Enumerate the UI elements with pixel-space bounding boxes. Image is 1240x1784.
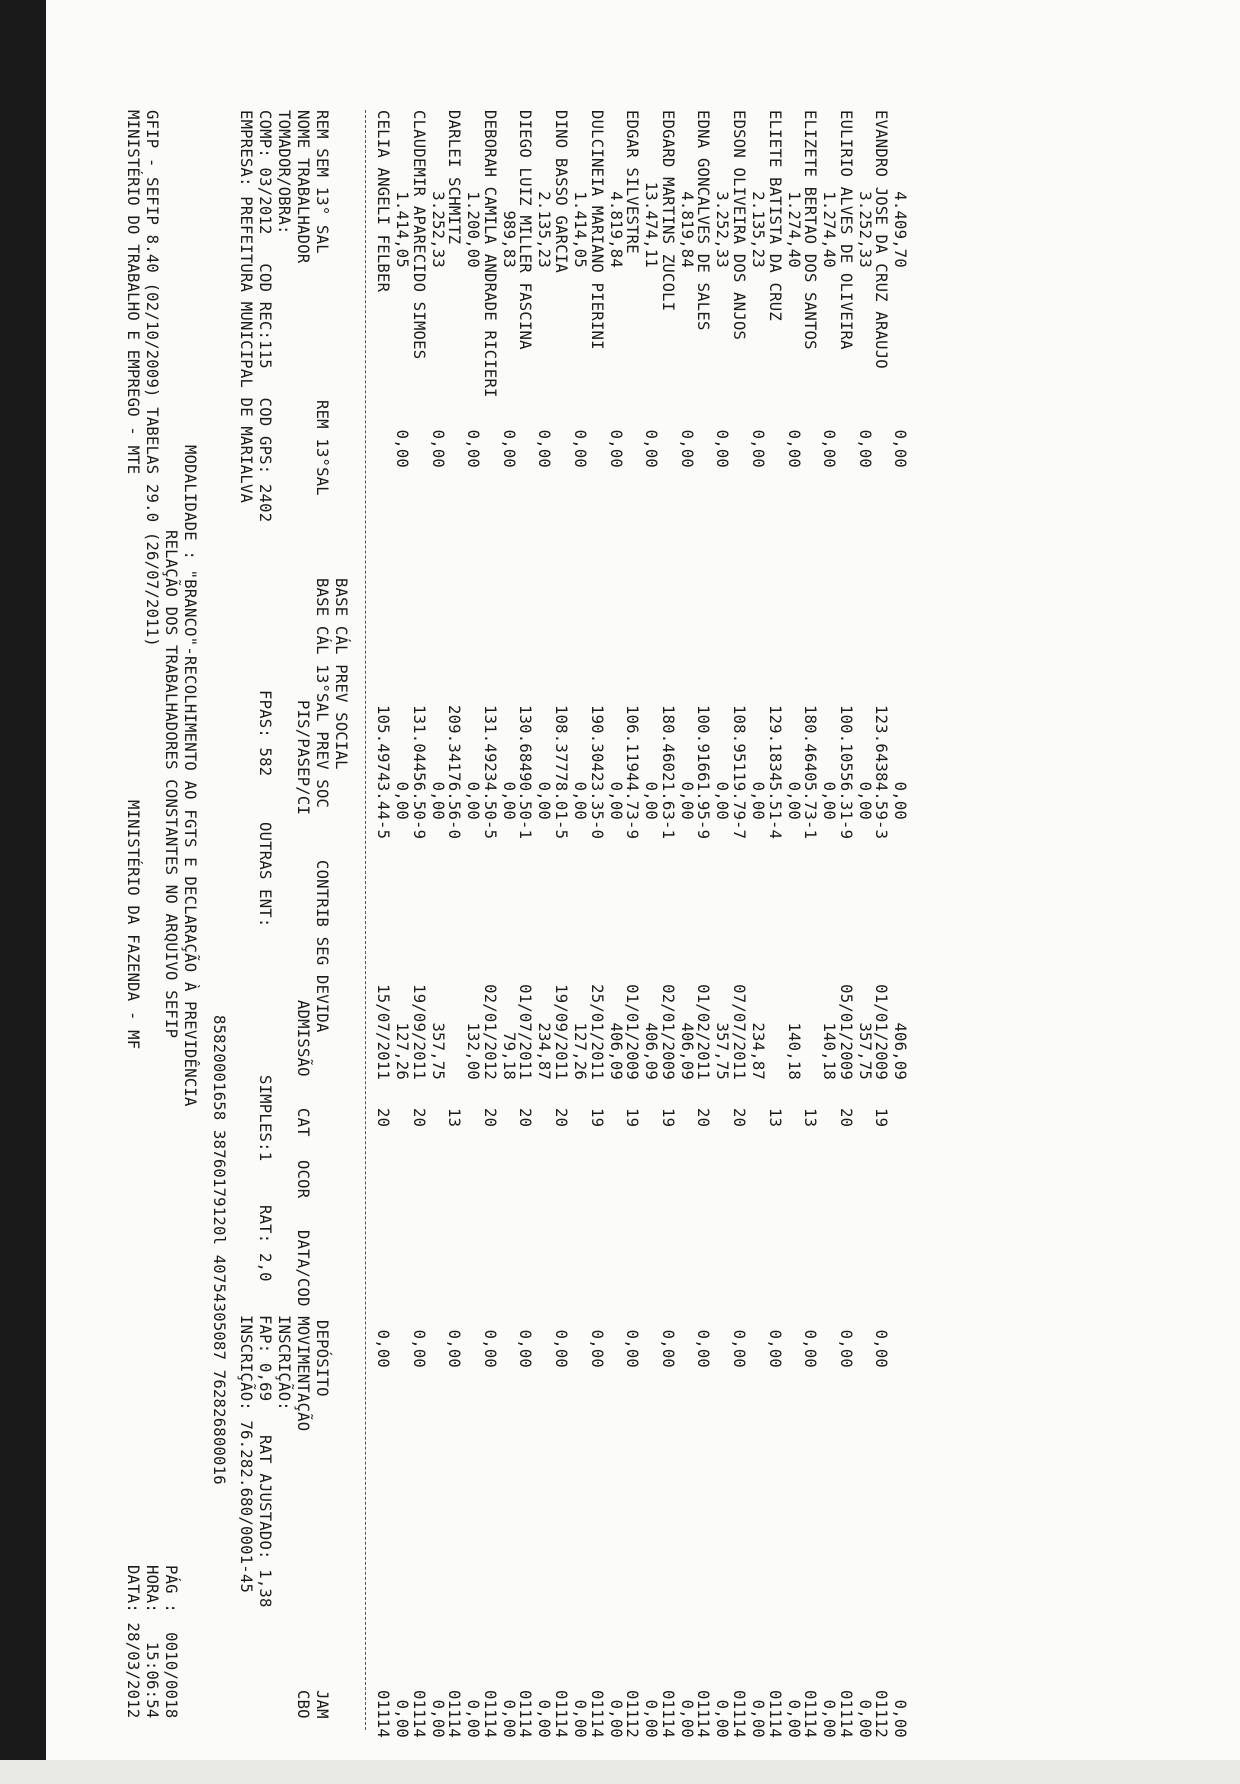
header-divider <box>365 110 366 1730</box>
col-rem-13: REM 13°SAL <box>313 400 331 496</box>
worker-rem-13: 0,00 <box>855 429 874 468</box>
worker-contrib: 234,87 <box>749 1022 767 1080</box>
outras-entidades: OUTRAS ENT: <box>256 822 274 928</box>
worker-base-13: 0,00 <box>428 781 447 820</box>
col-base-prev: BASE CÁL PREV SOCIAL <box>332 578 350 770</box>
worker-name: DEBORAH CAMILA ANDRADE RICIERI <box>480 110 499 398</box>
worker-cbo: 01114 <box>836 1690 855 1738</box>
worker-base-13: 0,00 <box>393 781 411 820</box>
worker-cat: 20 <box>552 1108 570 1128</box>
worker-jam: 0,00 <box>606 1699 625 1738</box>
worker-deposito: 0,00 <box>801 1329 820 1368</box>
worker-rem-13: 0,00 <box>784 429 803 468</box>
company-name: EMPRESA: PREFEITURA MUNICIPAL DE MARIALVA <box>237 110 255 504</box>
tomador-inscricao: INSCRIÇÃO: <box>275 1315 293 1411</box>
worker-rem-sem-13: 1.274,40 <box>820 191 839 268</box>
worker-deposito: 0,00 <box>623 1329 642 1368</box>
worker-jam: 0,00 <box>855 1699 874 1738</box>
worker-deposito: 0,00 <box>480 1329 499 1368</box>
worker-rem-13: 0,00 <box>499 429 518 468</box>
worker-cat: 20 <box>836 1108 855 1128</box>
col-contrib: CONTRIB SEG DEVIDA <box>313 860 331 1033</box>
worker-cat: 20 <box>730 1108 748 1128</box>
report-time: HORA: 15:06:54 <box>143 1565 161 1719</box>
worker-cbo: 01114 <box>587 1690 606 1738</box>
worker-cbo: 01114 <box>765 1690 784 1738</box>
worker-admissao: 15/07/2011 <box>374 984 392 1080</box>
worker-rem-13: 0,00 <box>749 429 767 468</box>
worker-rem-sem-13: 13.474,11 <box>642 181 661 268</box>
worker-cbo: 01112 <box>623 1690 642 1738</box>
worker-jam: 0,00 <box>571 1699 589 1738</box>
worker-pis: 108.95119.79-7 <box>730 705 748 840</box>
worker-admissao: 01/02/2011 <box>694 984 713 1080</box>
worker-contrib: 357,75 <box>713 1022 732 1080</box>
worker-name: EULIRIO ALVES DE OLIVEIRA <box>836 110 855 350</box>
worker-base-13: 0,00 <box>535 781 554 820</box>
worker-jam: 0,00 <box>535 1699 554 1738</box>
worker-jam: 0,00 <box>428 1699 447 1738</box>
worker-rem-sem-13: 3.252,33 <box>855 191 874 268</box>
worker-rem-13: 0,00 <box>891 429 910 468</box>
col-ocor: OCOR <box>294 1160 312 1199</box>
worker-cbo: 01114 <box>658 1690 677 1738</box>
worker-rem-sem-13: 2.135,23 <box>749 191 767 268</box>
worker-name: EVANDRO JOSE DA CRUZ ARAUJO <box>872 110 891 369</box>
worker-rem-sem-13: 1.414,05 <box>571 191 589 268</box>
worker-contrib: 406,09 <box>606 1022 625 1080</box>
worker-rem-sem-13: 1.274,40 <box>784 191 803 268</box>
worker-contrib: 79,18 <box>499 1032 518 1080</box>
worker-admissao: 02/01/2009 <box>658 984 677 1080</box>
worker-cbo: 01114 <box>516 1690 535 1738</box>
worker-cbo: 01114 <box>445 1690 464 1738</box>
worker-rem-13: 0,00 <box>428 429 447 468</box>
worker-jam: 0,00 <box>464 1699 483 1738</box>
ministry-left: MINISTÉRIO DO TRABALHO E EMPREGO - MTE <box>124 110 142 475</box>
company-inscricao: INSCRIÇÃO: 76.282.680/0001-45 <box>237 1315 255 1594</box>
worker-name: ELIETE BATISTA DA CRUZ <box>765 110 784 321</box>
worker-name: DULCINEIA MARIANO PIERINI <box>587 110 606 350</box>
worker-cat: 20 <box>694 1108 713 1128</box>
worker-cbo: 01114 <box>480 1690 499 1738</box>
worker-base-13: 0,00 <box>820 781 839 820</box>
worker-cbo: 01114 <box>374 1690 392 1738</box>
worker-contrib: 127,26 <box>393 1022 411 1080</box>
worker-rem-13: 0,00 <box>820 429 839 468</box>
col-jam: JAM <box>313 1690 331 1719</box>
worker-name: EDGAR SILVESTRE <box>623 110 642 254</box>
worker-deposito: 0,00 <box>445 1329 464 1368</box>
worker-jam: 0,00 <box>784 1699 803 1738</box>
worker-contrib: 406,09 <box>677 1022 696 1080</box>
worker-rem-13: 0,00 <box>606 429 625 468</box>
worker-admissao: 01/01/2009 <box>623 984 642 1080</box>
worker-pis: 106.11944.73-9 <box>623 705 642 840</box>
worker-contrib: 140,18 <box>820 1022 839 1080</box>
worker-base-13: 0,00 <box>571 781 589 820</box>
worker-jam: 0,00 <box>499 1699 518 1738</box>
worker-rem-sem-13: 3.252,33 <box>713 191 732 268</box>
worker-deposito: 0,00 <box>552 1329 570 1368</box>
scan-border <box>0 0 46 1784</box>
worker-contrib: 132,00 <box>464 1022 483 1080</box>
worker-admissao: 01/07/2011 <box>516 984 535 1080</box>
worker-rem-sem-13: 1.414,05 <box>393 191 411 268</box>
worker-rem-sem-13: 3.252,33 <box>428 191 447 268</box>
worker-base-13: 0,00 <box>642 781 661 820</box>
worker-deposito: 0,00 <box>872 1329 891 1368</box>
worker-deposito: 0,00 <box>516 1329 535 1368</box>
worker-cat: 19 <box>623 1108 642 1128</box>
worker-jam: 0,00 <box>891 1699 910 1738</box>
worker-cbo: 01114 <box>694 1690 713 1738</box>
worker-name: EDSON OLIVEIRA DOS ANJOS <box>730 110 748 341</box>
worker-rem-13: 0,00 <box>464 429 483 468</box>
col-data-cod: DATA/COD MOVIMENTAÇÃO <box>294 1230 312 1432</box>
worker-pis: 108.37778.01-5 <box>552 705 570 840</box>
worker-rem-13: 0,00 <box>677 429 696 468</box>
worker-cat: 13 <box>765 1108 784 1128</box>
file-code: 85820001658 38760179120l 40754305087 762826800016 <box>210 1015 228 1485</box>
worker-contrib: 357,75 <box>855 1022 874 1080</box>
worker-deposito: 0,00 <box>730 1329 748 1368</box>
worker-jam: 0,00 <box>393 1699 411 1738</box>
worker-rem-13: 0,00 <box>642 429 661 468</box>
worker-name: DIEGO LUIZ MILLER FASCINA <box>516 110 535 350</box>
worker-deposito: 0,00 <box>409 1329 428 1368</box>
worker-rem-sem-13: 4.819,84 <box>606 191 625 268</box>
report-modality: MODALIDADE : "BRANCO"-RECOLHIMENTO AO FGTS E DECLARAÇÃO À PREVIDÊNCIA <box>181 445 199 1107</box>
worker-cat: 20 <box>409 1108 428 1128</box>
worker-name: CELIA ANGELI FELBER <box>374 110 392 293</box>
worker-name: EDGARD MARTINS ZUCOLI <box>658 110 677 312</box>
col-rem-sem-13: REM SEM 13° SAL <box>313 110 331 254</box>
worker-cat: 19 <box>872 1108 891 1128</box>
worker-jam: 0,00 <box>677 1699 696 1738</box>
worker-pis: 129.18345.51-4 <box>765 705 784 840</box>
report-page: PÁG : 0010/0018 <box>162 1565 180 1719</box>
report-date: DATA: 28/03/2012 <box>124 1565 142 1719</box>
worker-deposito: 0,00 <box>587 1329 606 1368</box>
worker-jam: 0,00 <box>642 1699 661 1738</box>
worker-base-13: 0,00 <box>749 781 767 820</box>
competence-line: COMP: 03/2012 COD REC:115 COD GPS: 2402 <box>256 110 274 523</box>
col-pis: PIS/PASEP/CI <box>294 700 312 816</box>
col-deposito: DEPÓSITO <box>313 1320 331 1397</box>
worker-pis: 190.30423.35-0 <box>587 705 606 840</box>
worker-jam: 0,00 <box>820 1699 839 1738</box>
worker-pis: 100.91661.95-9 <box>694 705 713 840</box>
worker-jam: 0,00 <box>749 1699 767 1738</box>
worker-pis: 100.10556.31-9 <box>836 705 855 840</box>
worker-cat: 13 <box>801 1108 820 1128</box>
worker-contrib: 406,09 <box>642 1022 661 1080</box>
worker-name: ELIZETE BERTAO DOS SANTOS <box>801 110 820 350</box>
worker-cat: 19 <box>658 1108 677 1128</box>
worker-cbo: 01114 <box>409 1690 428 1738</box>
worker-cat: 20 <box>480 1108 499 1128</box>
worker-admissao: 19/09/2011 <box>409 984 428 1080</box>
fap: FAP: 0,69 <box>256 1315 274 1402</box>
worker-admissao: 19/09/2011 <box>552 984 570 1080</box>
worker-admissao: 02/01/2012 <box>480 984 499 1080</box>
version-line: GFIP - SEFIP 8.40 (02/10/2009) TABELAS 29.0 (26/07/2011) <box>143 110 161 647</box>
worker-name: CLAUDEMIR APARECIDO SIMOES <box>409 110 428 360</box>
worker-cat: 20 <box>374 1108 392 1128</box>
worker-rem-13: 0,00 <box>571 429 589 468</box>
worker-deposito: 0,00 <box>374 1329 392 1368</box>
worker-rem-sem-13: 4.819,84 <box>677 191 696 268</box>
worker-rem-sem-13: 1.200,00 <box>464 191 483 268</box>
worker-cbo: 01114 <box>730 1690 748 1738</box>
worker-pis: 180.46021.63-1 <box>658 705 677 840</box>
worker-cbo: 01114 <box>552 1690 570 1738</box>
report-title: RELAÇÃO DOS TRABALHADORES CONSTANTES NO ARQUIVO SEFIP <box>162 530 180 1039</box>
worker-deposito: 0,00 <box>694 1329 713 1368</box>
col-cbo: CBO <box>294 1690 312 1719</box>
worker-pis: 131.04456.50-9 <box>409 705 428 840</box>
worker-contrib: 406,09 <box>891 1022 910 1080</box>
worker-name: EDNA GONCALVES DE SALES <box>694 110 713 331</box>
worker-rem-13: 0,00 <box>535 429 554 468</box>
worker-base-13: 0,00 <box>677 781 696 820</box>
fpas: FPAS: 582 <box>256 690 274 777</box>
worker-base-13: 0,00 <box>499 781 518 820</box>
scan-margin <box>0 1760 1240 1784</box>
worker-pis: 105.49743.44-5 <box>374 705 392 840</box>
worker-deposito: 0,00 <box>836 1329 855 1368</box>
worker-pis: 130.68490.50-1 <box>516 705 535 840</box>
worker-admissao: 25/01/2011 <box>587 984 606 1080</box>
worker-contrib: 357,75 <box>428 1022 447 1080</box>
rat-ajustado: RAT AJUSTADO: 1,38 <box>256 1435 274 1608</box>
worker-base-13: 0,00 <box>464 781 483 820</box>
worker-name: DARLEI SCHMITZ <box>445 110 464 245</box>
worker-pis: 180.46405.73-1 <box>801 705 820 840</box>
col-nome: NOME TRABALHADOR <box>294 110 312 264</box>
col-cat: CAT <box>294 1108 312 1137</box>
worker-deposito: 0,00 <box>765 1329 784 1368</box>
worker-pis: 131.49234.50-5 <box>480 705 499 840</box>
worker-admissao: 07/07/2011 <box>730 984 748 1080</box>
worker-deposito: 0,00 <box>658 1329 677 1368</box>
worker-rem-sem-13: 4.409,70 <box>891 191 910 268</box>
worker-base-13: 0,00 <box>606 781 625 820</box>
worker-base-13: 0,00 <box>855 781 874 820</box>
worker-cbo: 01112 <box>872 1690 891 1738</box>
worker-admissao: 01/01/2009 <box>872 984 891 1080</box>
worker-base-13: 0,00 <box>713 781 732 820</box>
worker-rem-13: 0,00 <box>713 429 732 468</box>
worker-contrib: 234,87 <box>535 1022 554 1080</box>
worker-contrib: 140,18 <box>784 1022 803 1080</box>
worker-cat: 13 <box>445 1108 464 1128</box>
rat: RAT: 2,0 <box>256 1205 274 1282</box>
col-base-13: BASE CÁL 13°SAL PREV SOC <box>313 578 331 809</box>
worker-admissao: 05/01/2009 <box>836 984 855 1080</box>
worker-cat: 20 <box>516 1108 535 1128</box>
worker-contrib: 127,26 <box>571 1022 589 1080</box>
tomador-obra: TOMADOR/OBRA: <box>275 110 293 235</box>
worker-rem-sem-13: 989,83 <box>499 210 518 268</box>
worker-base-13: 0,00 <box>784 781 803 820</box>
worker-cbo: 01114 <box>801 1690 820 1738</box>
worker-rem-13: 0,00 <box>393 429 411 468</box>
worker-name: DINO BASSO GARCIA <box>552 110 570 273</box>
col-admissao: ADMISSÃO <box>294 1000 312 1077</box>
worker-pis: 123.64384.59-3 <box>872 705 891 840</box>
worker-base-13: 0,00 <box>891 781 910 820</box>
worker-cat: 19 <box>587 1108 606 1128</box>
ministry-right: MINISTÉRIO DA FAZENDA - MF <box>124 800 142 1050</box>
worker-rem-sem-13: 2.135,23 <box>535 191 554 268</box>
simples: SIMPLES:1 <box>256 1075 274 1162</box>
worker-jam: 0,00 <box>713 1699 732 1738</box>
worker-pis: 209.34176.56-0 <box>445 705 464 840</box>
